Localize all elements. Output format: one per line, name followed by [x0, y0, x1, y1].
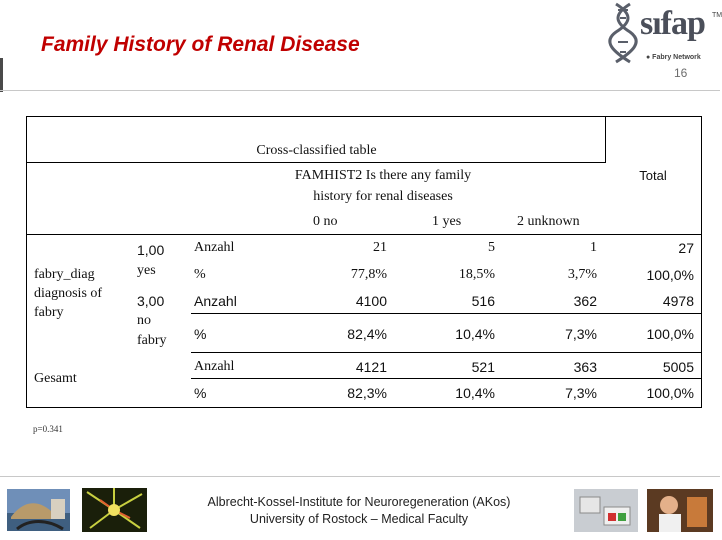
group2-line2: no: [137, 313, 151, 328]
scientist-photo: [647, 489, 713, 532]
cross-table: [26, 116, 702, 408]
footer-line1: Albrecht-Kossel-Institute for Neuroregeneration (AKos): [207, 495, 511, 509]
row-var-line1: fabry_diag: [34, 267, 95, 282]
group2-line3: fabry: [137, 333, 167, 348]
stat-label: %: [194, 385, 207, 401]
stat-label: Anzahl: [194, 293, 237, 309]
logo-subtitle: ● Fabry Network: [646, 54, 701, 61]
footer-line2: University of Rostock – Medical Faculty: [249, 512, 469, 526]
cell: 362: [573, 293, 597, 309]
slide-number: 16: [674, 66, 688, 80]
slide-title: Family History of Renal Disease: [41, 33, 360, 56]
footer-divider: [0, 476, 720, 477]
cell: 82,4%: [347, 326, 387, 342]
cell: 21: [373, 240, 387, 255]
cell: 10,4%: [455, 385, 495, 401]
cell: 27: [678, 240, 694, 256]
gesamt-mid-rule: [191, 378, 701, 379]
cell: 5005: [662, 359, 694, 375]
stat-label: Anzahl: [194, 240, 235, 255]
caption-rule: [27, 162, 606, 163]
cell: 3,7%: [567, 267, 597, 282]
cell: 82,3%: [347, 385, 387, 401]
row-var-line2: diagnosis of: [34, 286, 103, 301]
stat-label: %: [194, 267, 206, 282]
group2-line1: 3,00: [137, 293, 165, 309]
cell: 100,0%: [646, 385, 694, 401]
cell: 77,8%: [350, 267, 387, 282]
logo-trademark: TM: [712, 12, 722, 19]
cell: 100,0%: [646, 267, 694, 283]
left-accent-bar: [0, 58, 3, 92]
harbor-photo: [7, 489, 70, 531]
total-header: Total: [639, 168, 667, 183]
cell: 4121: [355, 359, 387, 375]
sifap-logo: [604, 0, 720, 66]
gesamt-divider: [191, 352, 701, 353]
cell: 100,0%: [646, 326, 694, 342]
col-header-yes: 1 yes: [432, 214, 462, 229]
cell: 521: [471, 359, 495, 375]
p-value-note: p=0.341: [33, 424, 63, 434]
group1-line1: 1,00: [137, 242, 165, 258]
cell: 4100: [355, 293, 387, 309]
cell: 18,5%: [458, 267, 495, 282]
logo-wordmark: sıfap: [640, 5, 705, 42]
header-bottom-rule: [27, 234, 701, 235]
cell: 1: [590, 240, 597, 255]
cell: 5: [488, 240, 495, 255]
stat-label: Anzahl: [194, 359, 235, 374]
row-var-line3: fabry: [34, 305, 64, 320]
col-var-line1: FAMHIST2 Is there any family: [294, 168, 472, 183]
header-divider: [0, 90, 720, 91]
group1-line2: yes: [137, 263, 156, 278]
stat-label: %: [194, 326, 207, 342]
cell: 7,3%: [565, 385, 597, 401]
col-header-no: 0 no: [313, 214, 338, 229]
col-var-line2: history for renal diseases: [313, 189, 453, 204]
dna-helix-icon: [608, 2, 638, 64]
col-header-unknown: 2 unknown: [517, 214, 580, 229]
cell: 363: [573, 359, 597, 375]
cell: 516: [471, 293, 495, 309]
group-divider: [191, 313, 701, 314]
cell: 10,4%: [455, 326, 495, 342]
footer-institution: [130, 494, 588, 528]
cell: 4978: [662, 293, 694, 309]
gesamt-label: Gesamt: [34, 371, 77, 386]
table-caption: Cross-classified table: [256, 143, 377, 158]
cell: 7,3%: [565, 326, 597, 342]
